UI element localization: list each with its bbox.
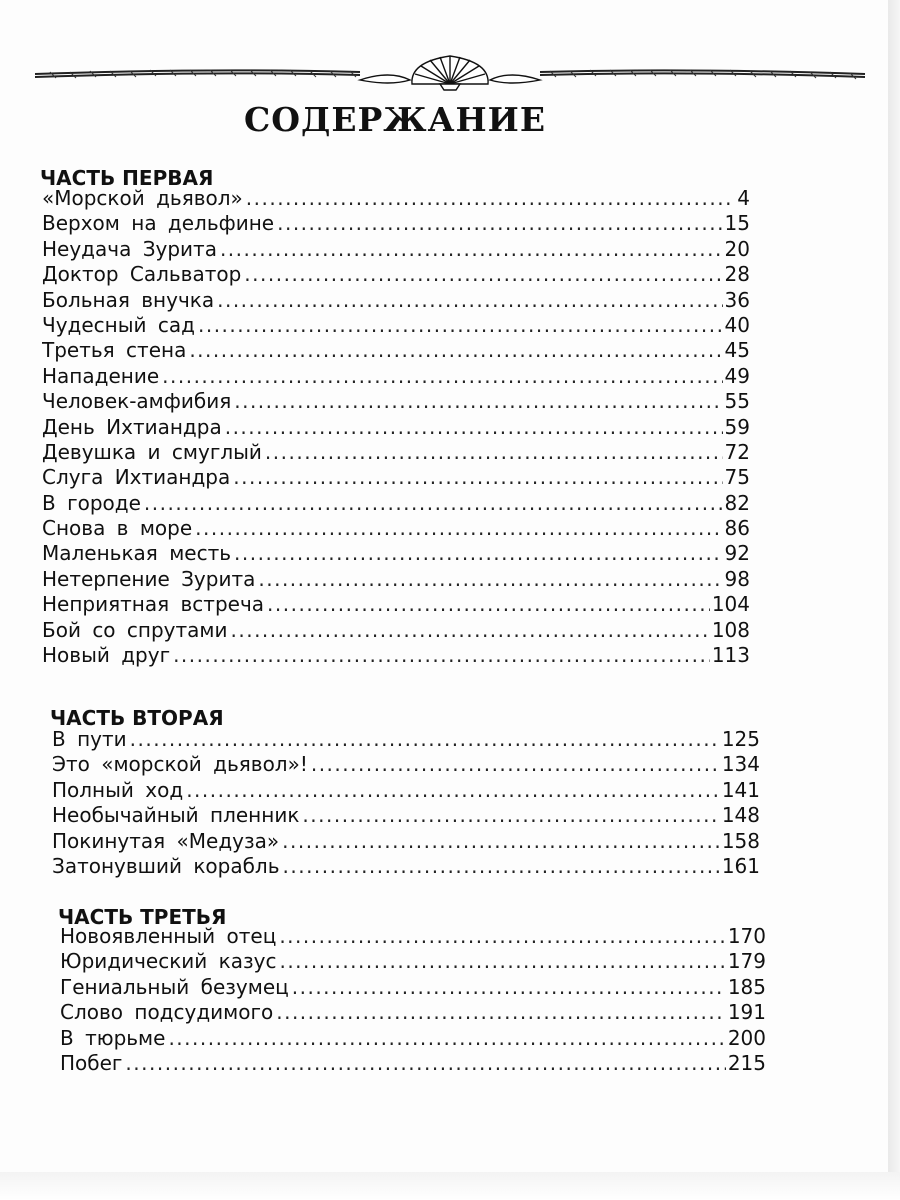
toc-entry-title: Маленькая месть xyxy=(42,541,232,566)
toc-entry[interactable] xyxy=(42,338,750,363)
dot-leader xyxy=(302,803,719,828)
toc-entry-title: Побег xyxy=(60,1050,123,1075)
toc-entry-title: Слово подсудимого xyxy=(60,1000,274,1025)
dot-leader xyxy=(189,338,722,363)
dot-leader xyxy=(233,465,722,490)
dot-leader xyxy=(276,1000,726,1025)
toc-entry-page: 104 xyxy=(711,592,750,617)
part-three-entries xyxy=(60,924,766,1076)
toc-entry[interactable] xyxy=(52,854,760,879)
toc-entry-title: Затонувший корабль xyxy=(52,853,280,878)
toc-entry-page: 36 xyxy=(724,287,750,312)
toc-entry[interactable] xyxy=(42,491,750,516)
toc-entry[interactable] xyxy=(60,949,766,974)
toc-entry-page: 191 xyxy=(727,1000,766,1025)
toc-entry-page: 215 xyxy=(727,1050,766,1075)
dot-leader xyxy=(292,975,726,1000)
dot-leader xyxy=(198,313,723,338)
dot-leader xyxy=(244,262,722,287)
dot-leader xyxy=(234,389,722,414)
toc-entry[interactable] xyxy=(42,415,750,440)
toc-entry-title: Человек-амфибия xyxy=(42,389,232,414)
toc-entry-title: Неудача Зурита xyxy=(42,236,217,261)
toc-entry-page: 82 xyxy=(724,490,750,515)
toc-entry-title: Нападение xyxy=(42,363,160,388)
toc-entry-page: 55 xyxy=(724,389,750,414)
toc-entry-title: Нетерпение Зурита xyxy=(42,566,256,591)
toc-entry-page: 98 xyxy=(724,566,750,591)
page-title: СОДЕРЖАНИЕ xyxy=(243,100,546,139)
toc-entry-title: В городе xyxy=(42,490,141,515)
toc-entry-page: 86 xyxy=(724,516,750,541)
shell-ornament-icon xyxy=(30,52,870,92)
toc-entry[interactable] xyxy=(42,541,750,566)
toc-entry-title: Верхом на дельфине xyxy=(42,211,275,236)
toc-entry[interactable] xyxy=(60,1026,766,1051)
toc-entry[interactable] xyxy=(42,516,750,541)
toc-entry[interactable] xyxy=(42,211,750,236)
toc-entry-page: 185 xyxy=(727,974,766,999)
toc-entry-title: Больная внучка xyxy=(42,287,215,312)
dot-leader xyxy=(311,752,720,777)
toc-entry[interactable] xyxy=(42,364,750,389)
toc-entry[interactable] xyxy=(52,803,760,828)
toc-entry-page: 161 xyxy=(721,853,760,878)
toc-entry-title: Девушка и смуглый xyxy=(42,439,262,464)
toc-entry-page: 170 xyxy=(727,924,766,948)
toc-entry-title: Слуга Ихтиандра xyxy=(42,465,231,490)
toc-entry[interactable] xyxy=(42,643,750,668)
toc-entry-title: Гениальный безумец xyxy=(60,974,289,999)
toc-entry-title: Необычайный пленник xyxy=(52,803,300,828)
toc-entry-page: 158 xyxy=(721,828,760,853)
toc-entry-title: День Ихтиандра xyxy=(42,414,222,439)
toc-entry[interactable] xyxy=(60,975,766,1000)
toc-entry[interactable] xyxy=(42,618,750,643)
toc-entry[interactable] xyxy=(42,465,750,490)
dot-leader xyxy=(173,643,710,668)
toc-entry-page: 59 xyxy=(724,414,750,439)
toc-entry[interactable] xyxy=(42,186,750,211)
dot-leader xyxy=(282,829,720,854)
page-bottom-edge xyxy=(0,1172,900,1200)
toc-entry[interactable] xyxy=(42,288,750,313)
dot-leader xyxy=(162,364,722,389)
toc-entry-page: 108 xyxy=(711,617,750,642)
toc-entry[interactable] xyxy=(52,829,760,854)
dot-leader xyxy=(277,211,722,236)
toc-entry-title: Новоявленный отец xyxy=(60,924,277,948)
dot-leader xyxy=(144,491,723,516)
toc-entry-title: В тюрьме xyxy=(60,1025,166,1050)
dot-leader xyxy=(246,186,735,211)
toc-entry-page: 200 xyxy=(727,1025,766,1050)
toc-entry-page: 148 xyxy=(721,803,760,828)
dot-leader xyxy=(217,288,722,313)
dot-leader xyxy=(125,1051,725,1076)
part-one-entries xyxy=(42,186,750,668)
toc-entry-page: 15 xyxy=(724,211,750,236)
toc-entry[interactable] xyxy=(42,440,750,465)
dot-leader xyxy=(258,567,722,592)
dot-leader xyxy=(265,440,723,465)
dot-leader xyxy=(283,854,720,879)
toc-entry[interactable] xyxy=(60,924,766,949)
toc-entry-title: Покинутая «Медуза» xyxy=(52,828,280,853)
toc-entry-page: 4 xyxy=(737,186,750,210)
toc-entry-page: 45 xyxy=(724,338,750,363)
toc-entry-title: «Морской дьявол» xyxy=(42,186,243,210)
part-three-heading: ЧАСТЬ ТРЕТЬЯ xyxy=(58,905,227,929)
toc-entry[interactable] xyxy=(52,778,760,803)
dot-leader xyxy=(279,949,725,974)
toc-entry-title: В пути xyxy=(52,727,127,751)
part-one-heading: ЧАСТЬ ПЕРВАЯ xyxy=(40,166,214,190)
page-edge xyxy=(888,0,900,1200)
toc-entry-page: 75 xyxy=(724,465,750,490)
dot-leader xyxy=(130,727,720,752)
part-two-heading: ЧАСТЬ ВТОРАЯ xyxy=(50,706,224,730)
toc-entry-page: 92 xyxy=(724,541,750,566)
toc-entry[interactable] xyxy=(52,752,760,777)
toc-entry-page: 141 xyxy=(721,777,760,802)
toc-entry-page: 20 xyxy=(724,236,750,261)
dot-leader xyxy=(186,778,720,803)
dot-leader xyxy=(279,924,726,949)
toc-entry-page: 134 xyxy=(721,752,760,777)
toc-entry-title: Неприятная встреча xyxy=(42,592,265,617)
toc-entry[interactable] xyxy=(42,389,750,414)
toc-entry-page: 72 xyxy=(724,439,750,464)
toc-entry[interactable] xyxy=(42,313,750,338)
toc-entry[interactable] xyxy=(42,592,750,617)
toc-entry-title: Юридический казус xyxy=(60,949,277,974)
toc-entry-title: Бой со спрутами xyxy=(42,617,228,642)
toc-entry-title: Полный ход xyxy=(52,777,184,802)
toc-entry-title: Доктор Сальватор xyxy=(42,262,242,287)
dot-leader xyxy=(168,1026,725,1051)
dot-leader xyxy=(267,592,710,617)
toc-entry[interactable] xyxy=(42,262,750,287)
toc-entry[interactable] xyxy=(60,1051,766,1076)
toc-entry-title: Новый друг xyxy=(42,643,171,668)
toc-entry-title: Третья стена xyxy=(42,338,187,363)
toc-entry-page: 125 xyxy=(721,727,760,751)
dot-leader xyxy=(234,541,723,566)
toc-entry-page: 49 xyxy=(724,363,750,388)
dot-leader xyxy=(220,237,723,262)
toc-entry[interactable] xyxy=(42,237,750,262)
toc-entry[interactable] xyxy=(60,1000,766,1025)
dot-leader xyxy=(195,516,722,541)
toc-entry-page: 28 xyxy=(724,262,750,287)
toc-entry-page: 113 xyxy=(711,643,750,668)
part-two-entries xyxy=(52,727,760,879)
toc-entry-title: Снова в море xyxy=(42,516,193,541)
toc-entry[interactable] xyxy=(52,727,760,752)
toc-entry[interactable] xyxy=(42,567,750,592)
dot-leader xyxy=(225,415,723,440)
toc-entry-title: Чудесный сад xyxy=(42,312,195,337)
toc-entry-title: Это «морской дьявол»! xyxy=(52,752,308,777)
toc-entry-page: 179 xyxy=(727,949,766,974)
dot-leader xyxy=(231,618,710,643)
toc-entry-page: 40 xyxy=(724,312,750,337)
